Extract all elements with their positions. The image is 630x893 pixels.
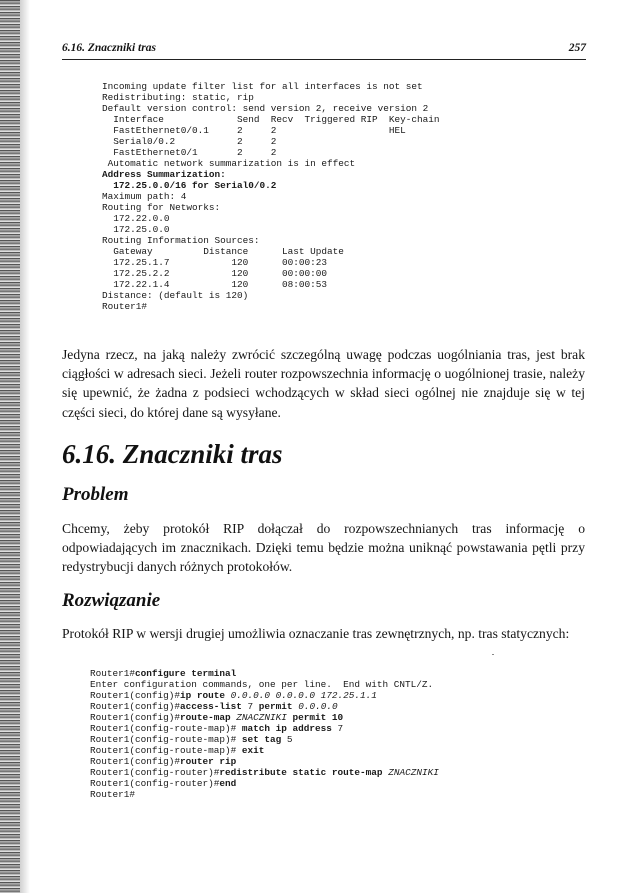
section-title: 6.16. Znaczniki tras xyxy=(62,439,283,469)
page-binding-shadow xyxy=(20,0,30,893)
code-token: Distance: (default is 120) xyxy=(102,290,249,301)
code-line xyxy=(102,224,440,235)
code-line xyxy=(102,202,440,213)
code-token: exit xyxy=(241,745,265,756)
code-token: Router1# xyxy=(90,789,136,800)
header-page-number: 257 xyxy=(568,42,586,54)
code-token: 172.22.1.4 120 08:00:53 xyxy=(102,279,328,290)
code-token: Address Summarization: xyxy=(102,169,226,180)
running-header xyxy=(62,42,586,58)
code-token: set tag xyxy=(241,734,287,745)
code-token: 172.22.0.0 xyxy=(102,213,170,224)
code-line xyxy=(90,745,439,756)
code-token: Router1(config)# xyxy=(90,756,181,767)
code-line xyxy=(102,103,440,114)
code-token: 0.0.0.0 xyxy=(298,701,338,712)
code-line xyxy=(102,246,440,257)
scan-speck xyxy=(492,654,494,655)
code-token: ip route xyxy=(180,690,231,701)
problem-heading: Problem xyxy=(62,484,129,505)
code-token: Maximum path: 4 xyxy=(102,191,187,202)
code-line xyxy=(102,279,440,290)
code-line xyxy=(102,213,440,224)
code-line xyxy=(90,767,439,778)
bottom-code-listing xyxy=(90,668,439,800)
code-token: permit 10 xyxy=(292,712,344,723)
code-line xyxy=(102,147,440,158)
code-line xyxy=(102,290,440,301)
code-token: 172.25.0.0/16 for Serial0/0.2 xyxy=(102,180,277,191)
solution-heading: Rozwiązanie xyxy=(62,590,161,611)
code-line xyxy=(90,734,439,745)
code-line xyxy=(90,679,439,690)
code-token: 7 xyxy=(337,723,344,734)
code-line xyxy=(90,690,439,701)
code-token: Router1(config)# xyxy=(90,690,181,701)
code-line xyxy=(102,301,440,312)
code-token: Routing Information Sources: xyxy=(102,235,260,246)
code-token: 5 xyxy=(286,734,293,745)
code-token: Default version control: send version 2, receive version 2 xyxy=(102,103,429,114)
code-line xyxy=(102,114,440,125)
solution-paragraph: Protokół RIP w wersji drugiej umożliwia oznaczanie tras zewnętrznych, np. tras statycznych: xyxy=(62,626,570,641)
code-token: redistribute static route-map xyxy=(219,767,389,778)
code-line xyxy=(90,701,439,712)
code-token: Incoming update filter list for all interfaces is not set xyxy=(102,81,423,92)
code-token: Router1(config-route-map)# xyxy=(90,745,242,756)
code-token: 172.25.2.2 120 00:00:00 xyxy=(102,268,328,279)
code-token: permit xyxy=(258,701,299,712)
code-line xyxy=(102,136,440,147)
code-token: end xyxy=(219,778,237,789)
code-line xyxy=(90,712,439,723)
code-token: ZNACZNIKI xyxy=(388,767,439,778)
code-token: route-map xyxy=(180,712,237,723)
top-code-listing xyxy=(102,81,440,312)
code-token: FastEthernet0/0.1 2 2 HEL xyxy=(102,125,406,136)
code-token: Routing for Networks: xyxy=(102,202,221,213)
code-token: router rip xyxy=(180,756,237,767)
code-token: Router1(config-router)# xyxy=(90,767,220,778)
code-token: Router1(config-route-map)# xyxy=(90,734,242,745)
code-token: Router1(config)# xyxy=(90,712,181,723)
code-line xyxy=(102,125,440,136)
code-line xyxy=(102,191,440,202)
code-line xyxy=(90,723,439,734)
header-section-title: 6.16. Znaczniki tras xyxy=(62,42,156,54)
code-line xyxy=(102,268,440,279)
code-line xyxy=(102,81,440,92)
code-token: access-list xyxy=(180,701,248,712)
code-token: Automatic network summarization is in effect xyxy=(102,158,356,169)
code-token: ZNACZNIKI xyxy=(236,712,293,723)
code-token: Enter configuration commands, one per line. End with CNTL/Z. xyxy=(90,679,434,690)
code-line xyxy=(102,158,440,169)
page-binding-edge xyxy=(0,0,20,893)
code-token: Interface Send Recv Triggered RIP Key-chain xyxy=(102,114,440,125)
header-rule xyxy=(62,59,586,60)
code-token: match ip address xyxy=(241,723,338,734)
code-token: FastEthernet0/1 2 2 xyxy=(102,147,277,158)
code-token: Router1(config-router)# xyxy=(90,778,220,789)
code-line xyxy=(90,789,439,800)
code-line xyxy=(90,668,439,679)
body-paragraph-summarization: Jedyna rzecz, na jaką należy zwrócić szczególną uwagę podczas uogólniania tras, jest brak ciągłości w adresach sieci. Jeżeli router rozpowszechnia informację o uogólnionej trasie, należy się upewnić, że żadna z podsieci wchodzących w skład sieci ogólnej nie znajduje się w tej części sieci, do której dane są wysyłane. xyxy=(62,347,585,420)
code-token: Redistributing: static, rip xyxy=(102,92,254,103)
code-token: Router1(config)# xyxy=(90,701,181,712)
code-line xyxy=(90,778,439,789)
code-token: configure terminal xyxy=(135,668,237,679)
code-token: Router1# xyxy=(102,301,148,312)
code-token: Serial0/0.2 2 2 xyxy=(102,136,277,147)
code-line xyxy=(102,235,440,246)
code-line xyxy=(90,756,439,767)
code-line xyxy=(102,180,440,191)
code-line xyxy=(102,257,440,268)
code-token: Gateway Distance Last Update xyxy=(102,246,344,257)
code-line xyxy=(102,92,440,103)
code-token: Router1(config-route-map)# xyxy=(90,723,242,734)
code-token: Router1# xyxy=(90,668,136,679)
problem-paragraph: Chcemy, żeby protokół RIP dołączał do rozpowszechnianych tras informację o odpowiadających im znacznikach. Dzięki temu będzie można uniknąć powstawania pętli przy redystrybucji danych różnych protokołów. xyxy=(62,521,585,575)
code-line xyxy=(102,169,440,180)
code-token: 172.25.0.0 xyxy=(102,224,170,235)
code-token: 0.0.0.0 0.0.0.0 172.25.1.1 xyxy=(230,690,377,701)
code-token: 172.25.1.7 120 00:00:23 xyxy=(102,257,328,268)
code-token: 7 xyxy=(247,701,259,712)
